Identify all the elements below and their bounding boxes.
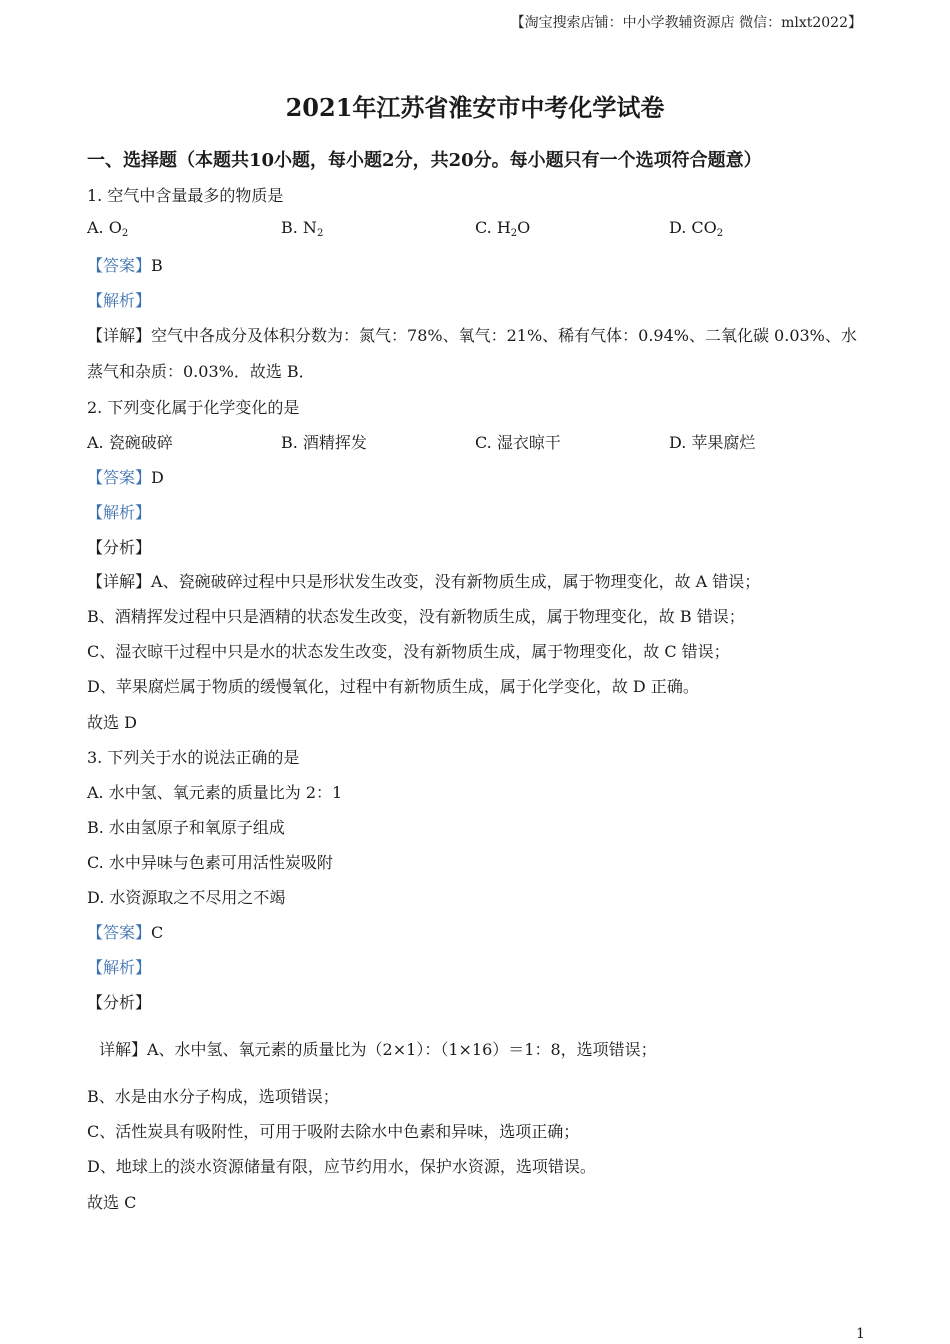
answer-label: 【答案】 (87, 256, 152, 275)
q2-option-b: B. 酒精挥发 (281, 433, 367, 452)
q2-detail-a: 【详解】A、瓷碗破碎过程中只是形状发生改变，没有新物质生成，属于物理变化，故 A 错误； (87, 572, 761, 591)
question-2-stem: 2. 下列变化属于化学变化的是 (87, 398, 300, 417)
q2-option-d: D. 苹果腐烂 (669, 433, 756, 452)
q3-option-b: B. 水由氢原子和氧原子组成 (87, 818, 285, 837)
q1-detail-line1: 【详解】空气中各成分及体积分数为：氮气：78%、氧气：21%、稀有气体：0.94%、二氧化碳 0.03%、水 (87, 326, 857, 345)
answer-label: 【答案】 (87, 923, 152, 942)
page-title: 2021年江苏省淮安市中考化学试卷 (285, 93, 665, 122)
q2-conclusion: 故选 D (87, 713, 137, 732)
q1-option-d: D. $CO_2$ (669, 218, 724, 239)
q2-option-c: C. 湿衣晾干 (475, 433, 561, 452)
q2-fenxi-label: 【分析】 (87, 538, 152, 557)
q3-detail-a: 详解】A、水中氢、氧元素的质量比为（2×1）：（1×16）＝1：8，选项错误； (99, 1040, 657, 1059)
q3-conclusion: 故选 C (87, 1193, 137, 1212)
page-number: 1 (856, 1326, 865, 1342)
q3-detail-d: D、地球上的淡水资源储量有限，应节约用水，保护水资源，选项错误。 (87, 1157, 596, 1176)
q1-detail-line2: 蒸气和杂质：0.03%．故选 B． (87, 362, 315, 381)
q1-option-b: B. $N_2$ (281, 218, 324, 239)
answer-label: 【答案】 (87, 468, 152, 487)
q2-detail-b: B、酒精挥发过程中只是酒精的状态发生改变，没有新物质生成，属于物理变化，故 B 错误； (87, 607, 745, 626)
q3-answer: 【答案】C (87, 923, 164, 942)
q1-analysis-label: 【解析】 (87, 291, 152, 310)
q3-option-d: D. 水资源取之不尽用之不竭 (87, 888, 286, 907)
q2-detail-d: D、苹果腐烂属于物质的缓慢氧化，过程中有新物质生成，属于化学变化，故 D 正确。 (87, 677, 699, 696)
q2-option-a: A. 瓷碗破碎 (87, 433, 173, 452)
q3-fenxi-label: 【分析】 (87, 993, 152, 1012)
q2-detail-c: C、湿衣晾干过程中只是水的状态发生改变，没有新物质生成，属于物理变化，故 C 错误； (87, 642, 730, 661)
question-1-stem: 1. 空气中含量最多的物质是 (87, 186, 284, 205)
q3-option-a: A. 水中氢、氧元素的质量比为 2：1 (87, 783, 343, 802)
question-3-stem: 3. 下列关于水的说法正确的是 (87, 748, 300, 767)
q1-option-a: A. $O_2$ (87, 218, 129, 239)
q1-option-c: C. $H_2O$ (475, 218, 531, 239)
header-note: 【淘宝搜索店铺：中小学教辅资源店 微信：mlxt2022】 (510, 15, 862, 31)
section-heading: 一、选择题（本题共10小题，每小题2分，共20分。每小题只有一个选项符合题意） (87, 150, 762, 171)
q2-analysis-label: 【解析】 (87, 503, 152, 522)
q3-detail-b: B、水是由水分子构成，选项错误； (87, 1087, 339, 1106)
q3-option-c: C. 水中异味与色素可用活性炭吸附 (87, 853, 333, 872)
q3-analysis-label: 【解析】 (87, 958, 152, 977)
q3-detail-c: C、活性炭具有吸附性，可用于吸附去除水中色素和异味，选项正确； (87, 1122, 580, 1141)
q2-answer: 【答案】D (87, 468, 164, 487)
q1-answer: 【答案】B (87, 256, 163, 275)
